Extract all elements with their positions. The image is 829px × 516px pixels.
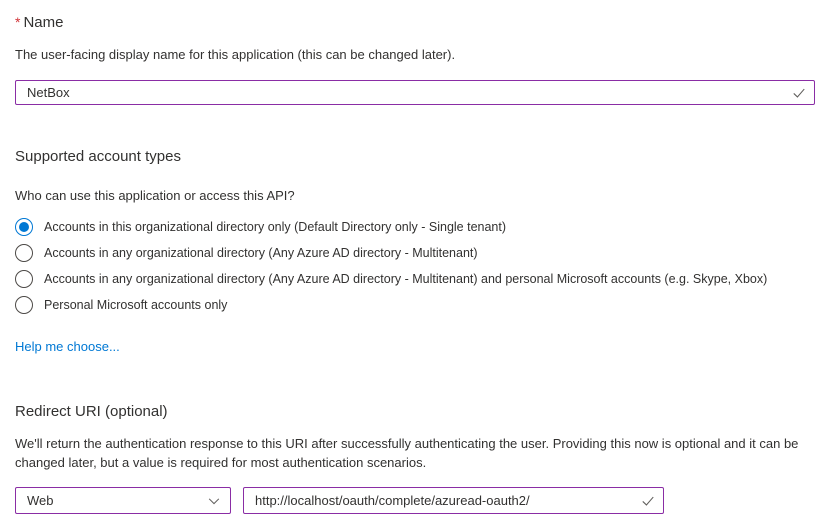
name-input[interactable] (15, 80, 815, 105)
radio-unselected-icon[interactable] (15, 244, 33, 262)
chevron-down-icon (207, 494, 221, 508)
platform-select[interactable] (15, 487, 231, 514)
redirect-uri-description: We'll return the authentication response to this URI after successfully authenticating the user. Providing this now is optional and it can be changed later, but a value is required for most authentication scenarios. (15, 436, 799, 470)
required-asterisk: * (15, 14, 21, 30)
account-types-radio-group (15, 214, 815, 318)
name-label: Name (23, 14, 64, 31)
radio-option-multitenant-personal[interactable] (15, 266, 815, 292)
account-types-title: Supported account types (15, 148, 181, 165)
name-section-title (15, 12, 815, 33)
radio-unselected-icon[interactable] (15, 296, 33, 314)
radio-option-single-tenant[interactable] (15, 214, 815, 240)
radio-unselected-icon[interactable] (15, 270, 33, 288)
redirect-uri-title: Redirect URI (optional) (15, 403, 168, 420)
redirect-uri-row (15, 487, 815, 514)
account-types-question: Who can use this application or access this API? (15, 188, 295, 203)
radio-option-multitenant[interactable] (15, 240, 815, 266)
name-input-wrap (15, 80, 815, 105)
help-me-choose-link[interactable]: Help me choose... (15, 339, 120, 354)
platform-select-value: Web (27, 493, 54, 508)
redirect-uri-input-wrap (243, 487, 664, 514)
radio-option-label: Personal Microsoft accounts only (44, 298, 228, 312)
radio-option-label: Accounts in any organizational directory (Any Azure AD directory - Multitenant) (44, 246, 478, 260)
radio-option-label: Accounts in this organizational directory only (Default Directory only - Single tenant) (44, 220, 507, 234)
name-description: The user-facing display name for this application (this can be changed later). (15, 47, 456, 62)
radio-selected-icon[interactable] (15, 218, 33, 236)
radio-option-label: Accounts in any organizational directory (Any Azure AD directory - Multitenant) and personal Microsoft accounts (e.g. Skype, Xbox) (44, 272, 768, 286)
radio-option-personal-only[interactable] (15, 292, 815, 318)
redirect-uri-input[interactable] (243, 487, 664, 514)
